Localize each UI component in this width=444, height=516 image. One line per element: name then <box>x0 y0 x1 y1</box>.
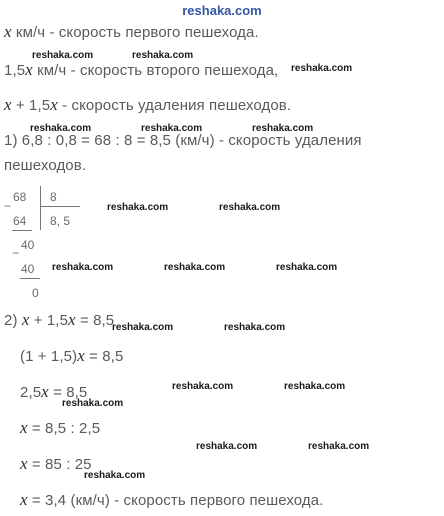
watermark: reshaka.com <box>219 202 281 213</box>
watermark: reshaka.com <box>141 123 203 134</box>
watermark: reshaka.com <box>224 322 286 333</box>
subtrahend-2: 40 <box>21 262 35 276</box>
remainder-1: 40 <box>21 238 35 252</box>
division-underline-1 <box>12 230 32 231</box>
line-1-text: км/ч - скорость первого пешехода. <box>11 24 259 41</box>
coefficient: 2,5 <box>20 384 42 401</box>
minus-sign: − <box>12 246 20 260</box>
step-2-number: 2) <box>4 312 22 329</box>
step-2-sum: + 1,5 <box>29 312 69 329</box>
watermark: reshaka.com <box>308 441 370 452</box>
variable-x: x <box>20 418 28 437</box>
bracket-sum: (1 + 1,5) <box>20 348 78 365</box>
watermark: reshaka.com <box>276 262 338 273</box>
step-2-result: = 8,5 <box>75 312 115 329</box>
step-1-continuation: пешеходов. <box>4 157 87 174</box>
watermark: reshaka.com <box>30 123 92 134</box>
step-1-line: 1) 6,8 : 0,8 = 68 : 8 = 8,5 (км/ч) - скорость удаления <box>4 132 362 149</box>
watermark: reshaka.com <box>196 441 258 452</box>
quotient: 8, 5 <box>50 214 71 228</box>
watermark: reshaka.com <box>164 262 226 273</box>
watermark: reshaka.com <box>107 202 169 213</box>
site-title[interactable]: reshaka.com <box>182 3 262 18</box>
coefficient: 1,5 <box>4 62 26 79</box>
watermark: reshaka.com <box>291 63 353 74</box>
statement-line-2 <box>4 60 278 80</box>
equation-4-text: = 85 : 25 <box>27 456 92 473</box>
step-2-line <box>4 310 114 330</box>
answer-text: = 3,4 (км/ч) - скорость первого пешехода. <box>27 492 324 509</box>
watermark: reshaka.com <box>84 470 146 481</box>
variable-x: x <box>25 60 33 79</box>
equation-line-1 <box>20 346 123 366</box>
equation-3-text: = 8,5 : 2,5 <box>27 420 101 437</box>
variable-x: x <box>4 95 12 114</box>
variable-x: x <box>20 490 28 509</box>
variable-x: x <box>68 310 76 329</box>
line-3-sum: + 1,5 <box>11 97 51 114</box>
statement-line-1 <box>4 22 259 42</box>
watermark: reshaka.com <box>284 381 346 392</box>
variable-x: x <box>20 454 28 473</box>
division-bar-horizontal <box>40 206 80 207</box>
variable-x: x <box>77 346 85 365</box>
statement-line-3 <box>4 95 291 115</box>
variable-x: x <box>21 310 30 329</box>
watermark: reshaka.com <box>52 262 114 273</box>
watermark: reshaka.com <box>112 322 174 333</box>
division-underline-2 <box>20 278 40 279</box>
watermark: reshaka.com <box>252 123 314 134</box>
equation-1-result: = 8,5 <box>84 348 124 365</box>
answer-line <box>20 490 323 510</box>
variable-x: x <box>41 382 49 401</box>
line-2-text: км/ч - скорость второго пешехода, <box>32 62 279 79</box>
minus-sign: − <box>4 199 12 213</box>
variable-x: x <box>50 95 58 114</box>
division-bar-vertical <box>40 186 41 230</box>
watermark: reshaka.com <box>62 398 124 409</box>
watermark: reshaka.com <box>172 381 234 392</box>
watermark: reshaka.com <box>132 50 194 61</box>
dividend: 68 <box>13 190 27 204</box>
subtrahend-1: 64 <box>13 214 27 228</box>
divisor: 8 <box>50 190 57 204</box>
final-remainder: 0 <box>32 286 39 300</box>
equation-line-4 <box>20 454 92 474</box>
watermark: reshaka.com <box>32 50 94 61</box>
equation-line-3 <box>20 418 100 438</box>
equation-2-result: = 8,5 <box>48 384 88 401</box>
line-3-text: - скорость удаления пешеходов. <box>57 97 292 114</box>
variable-x: x <box>4 22 12 41</box>
